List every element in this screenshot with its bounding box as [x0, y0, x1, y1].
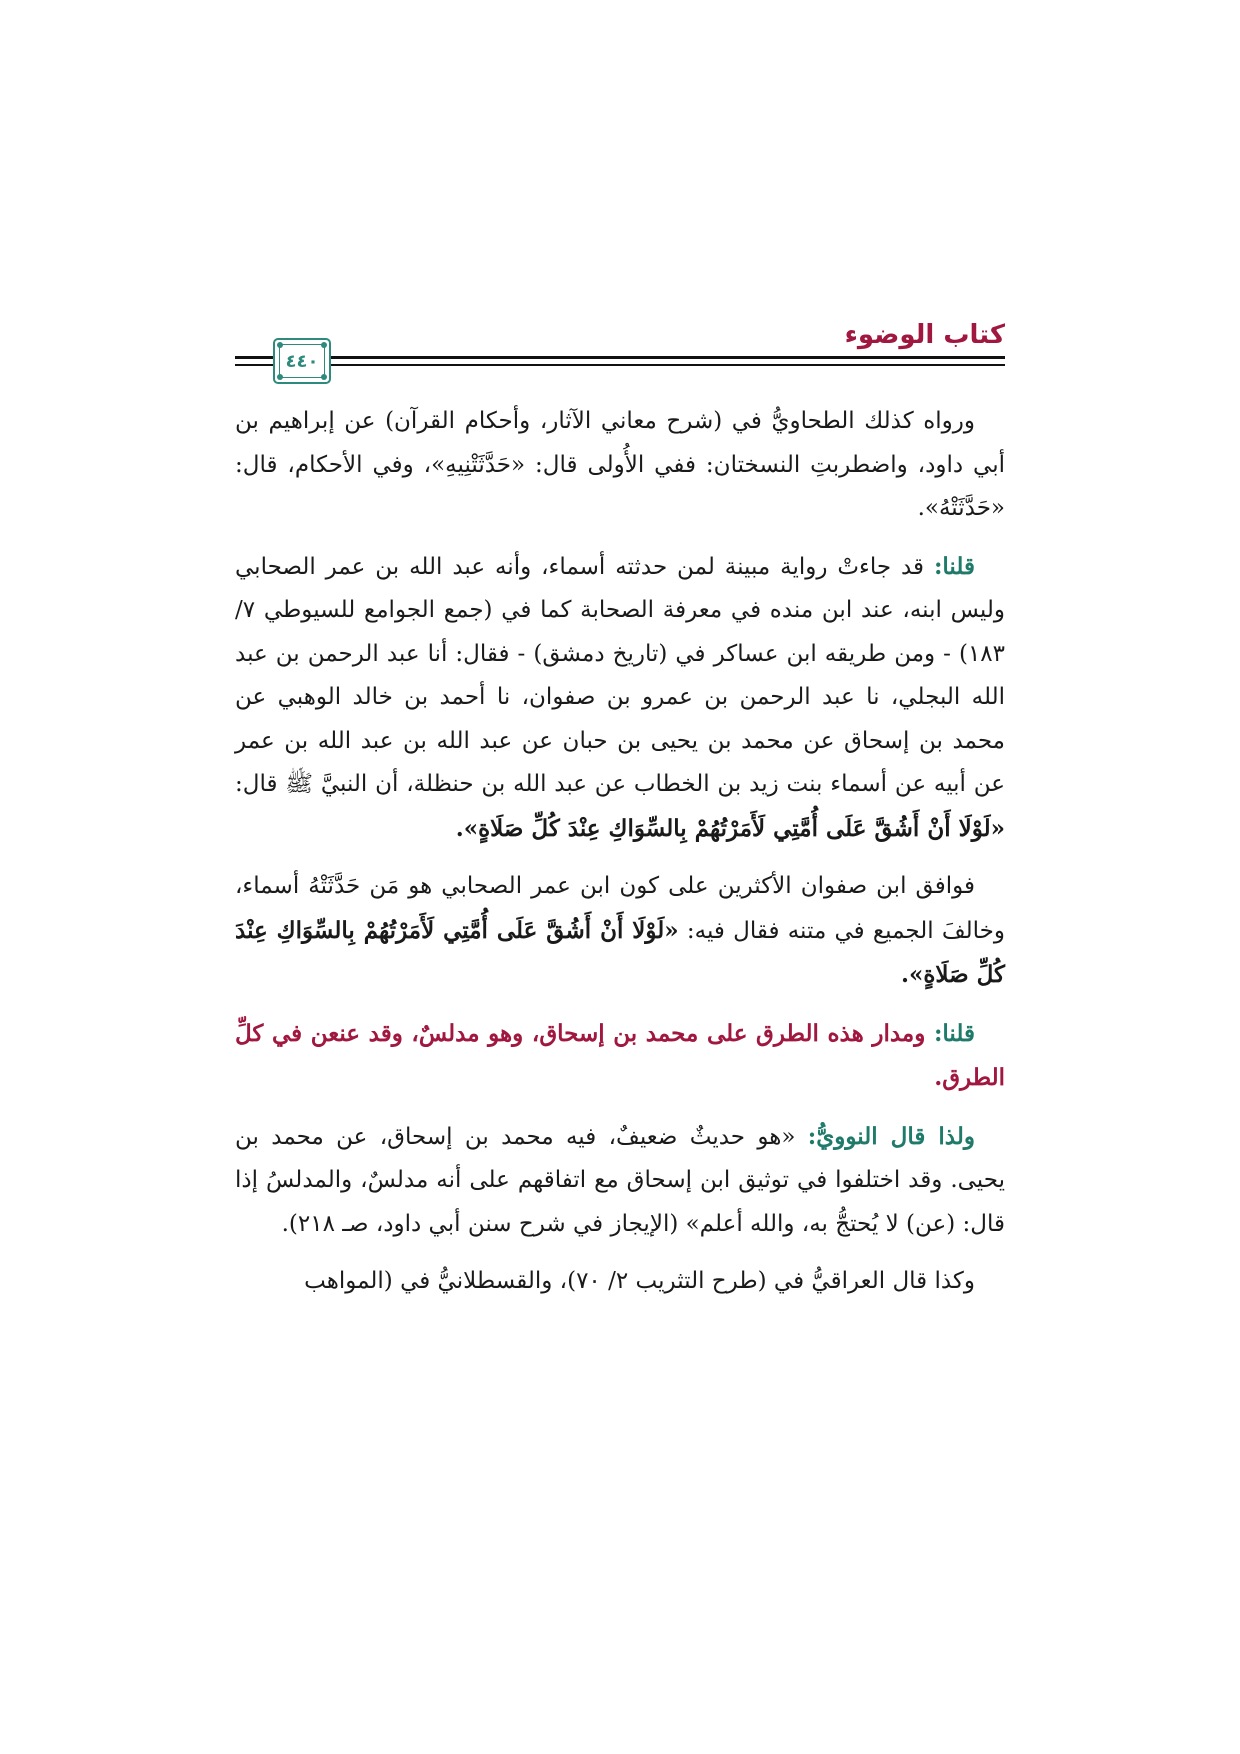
- paragraph-ibn-mandah: [235, 545, 1005, 852]
- ornament-icon: [277, 374, 283, 380]
- page-body: [235, 400, 1005, 1318]
- page-header: [235, 316, 1005, 386]
- paragraph-text: قد جاءتْ رواية مبينة لمن حدثته أسماء، وأنه عبد الله بن عمر الصحابي وليس ابنه، عند ابن منده في معرفة الصحابة كما في (جمع الجوامع للسيوطي ٧/ ١٨٣) - ومن طريقه ابن عساكر في (تاريخ دمشق) - فقال: أنا عبد الرحمن بن عبد الله البجلي، نا عبد الرحمن بن عمرو بن صفوان، نا أحمد بن خالد الوهبي عن محمد بن إسحاق عن محمد بن يحيى بن حبان عن عبد الله بن عبد الله بن عمر عن أبيه عن أسماء بنت زيد بن الخطاب عن عبد الله بن حنظلة، أن النبيَّ ﷺ قال:: [235, 553, 1005, 797]
- paragraph-tahawi: ورواه كذلك الطحاويُّ في (شرح معاني الآثار، وأحكام القرآن) عن إبراهيم بن أبي داود، واضطربتِ النسختان: ففي الأُولى قال: «حَدَّثَتْنِيهِ»، وفي الأحكام، قال: «حَدَّثَتْهُ».: [235, 408, 1005, 521]
- paragraph-ibn-safwan: [235, 865, 1005, 998]
- hadith-text: «لَوْلَا أَنْ أَشُقَّ عَلَى أُمَّتِي لَأَمَرْتُهُمْ بِالسِّوَاكِ عِنْدَ كُلِّ صَلَاةٍ».: [235, 916, 1005, 988]
- paragraph-nawawi: [235, 1115, 1005, 1247]
- ornament-icon: [277, 342, 283, 348]
- conclusion-text: ومدار هذه الطرق على محمد بن إسحاق، وهو مدلسٌ، وقد عنعن في كلِّ الطرق.: [235, 1019, 1005, 1091]
- page-number-badge: [273, 338, 331, 384]
- paragraph-conclusion: [235, 1012, 1005, 1101]
- label-qulna: قلنا:: [933, 1019, 975, 1047]
- ornament-icon: [321, 342, 327, 348]
- label-qulna: قلنا:: [933, 552, 975, 580]
- page-number: ٤٤٠: [279, 344, 325, 378]
- paragraph-iraqi: وكذا قال العراقيُّ في (طرح التثريب ٢/ ٧٠)، والقسطلانيُّ في (المواهب: [304, 1268, 975, 1294]
- paragraph-text: «هو حديثٌ ضعيفٌ، فيه محمد بن إسحاق، عن محمد بن يحيى. وقد اختلفوا في توثيق ابن إسحاق مع اتفاقهم على أنه مدلسٌ، والمدلسُ إذا قال: (عن) لا يُحتجُّ به، والله أعلم» (الإيجاز في شرح سنن أبي داود، صـ ٢١٨).: [235, 1123, 1005, 1237]
- header-rule-bottom: [235, 364, 1005, 366]
- hadith-text: «لَوْلَا أَنْ أَشُقَّ عَلَى أُمَّتِي لَأَمَرْتُهُمْ بِالسِّوَاكِ عِنْدَ كُلِّ صَلَاةٍ».: [455, 814, 1005, 842]
- book-title: كتاب الوضوء: [844, 320, 1005, 350]
- label-nawawi: ولذا قال النوويُّ:: [807, 1122, 975, 1150]
- paragraph-text: فوافق ابن صفوان الأكثرين على كون ابن عمر الصحابي هو مَن حَدَّثَتْهُ أسماء، وخالفَ الجميع في متنه فقال فيه:: [235, 873, 1005, 944]
- header-rule-top: [235, 356, 1005, 359]
- ornament-icon: [321, 374, 327, 380]
